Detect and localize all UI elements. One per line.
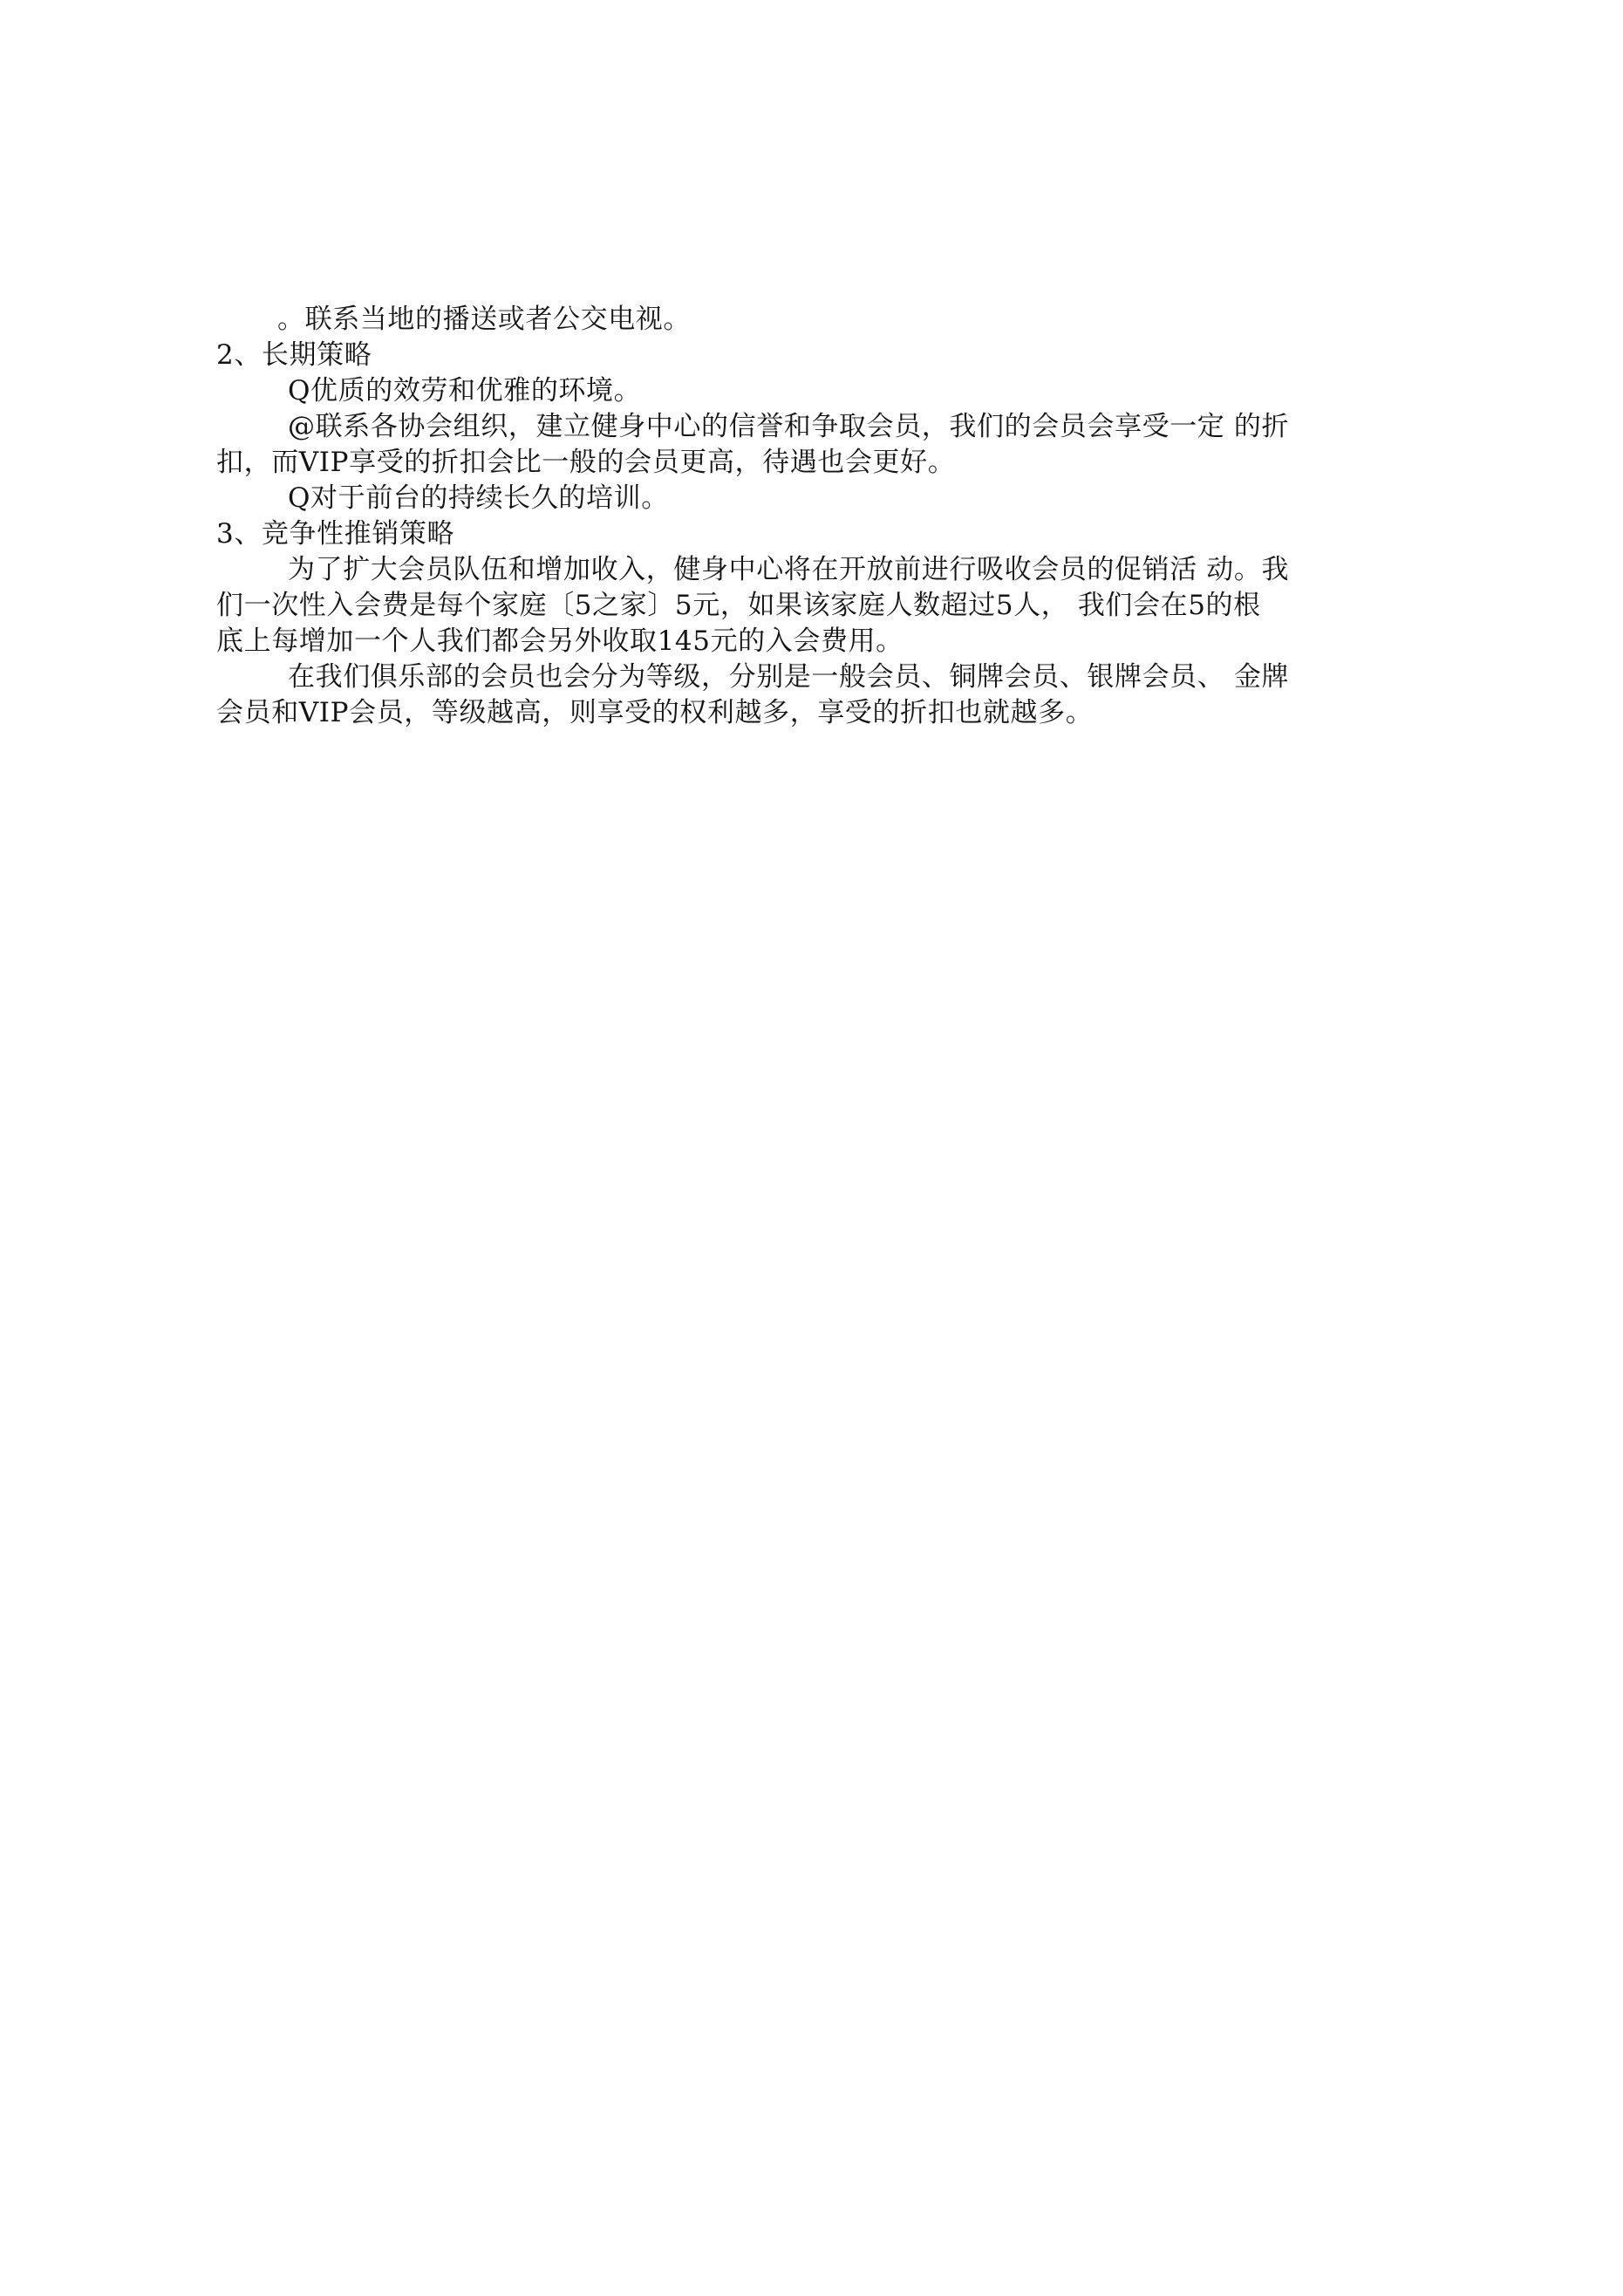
paragraph-line-membership-fee: 们一次性入会费是每个家庭〔5之家〕5元，如果该家庭人数超过5人， 我们会在5的根 bbox=[216, 590, 1261, 621]
paragraph-line-front-desk-training: Q对于前台的持续长久的培训。 bbox=[288, 482, 669, 514]
paragraph-line-broadcast: 。联系当地的播送或者公交电视。 bbox=[277, 304, 691, 335]
paragraph-line-extra-fee: 底上每增加一个人我们都会另外收取145元的入会费用。 bbox=[216, 625, 904, 657]
paragraph-line-level-benefits: 会员和VIP会员，等级越高，则享受的权利越多，享受的折扣也就越多。 bbox=[216, 697, 1094, 728]
paragraph-line-service-environment: Q优质的效劳和优雅的环境。 bbox=[288, 375, 642, 407]
paragraph-line-vip-discount: 扣，而VIP享受的折扣会比一般的会员更高，待遇也会更好。 bbox=[216, 447, 956, 478]
section-heading-competitive-strategy: 3、竞争性推销策略 bbox=[216, 518, 455, 550]
paragraph-line-promotion: 为了扩大会员队伍和增加收入，健身中心将在开放前进行吸收会员的促销活 动。我 bbox=[288, 554, 1290, 585]
section-heading-long-term-strategy: 2、长期策略 bbox=[216, 339, 372, 371]
paragraph-line-associations: @联系各协会组织，建立健身中心的信誉和争取会员，我们的会员会享受一定 的折 bbox=[288, 411, 1290, 442]
paragraph-line-member-levels: 在我们俱乐部的会员也会分为等级，分别是一般会员、铜牌会员、银牌会员、 金牌 bbox=[288, 661, 1290, 693]
document-body bbox=[216, 302, 1433, 731]
